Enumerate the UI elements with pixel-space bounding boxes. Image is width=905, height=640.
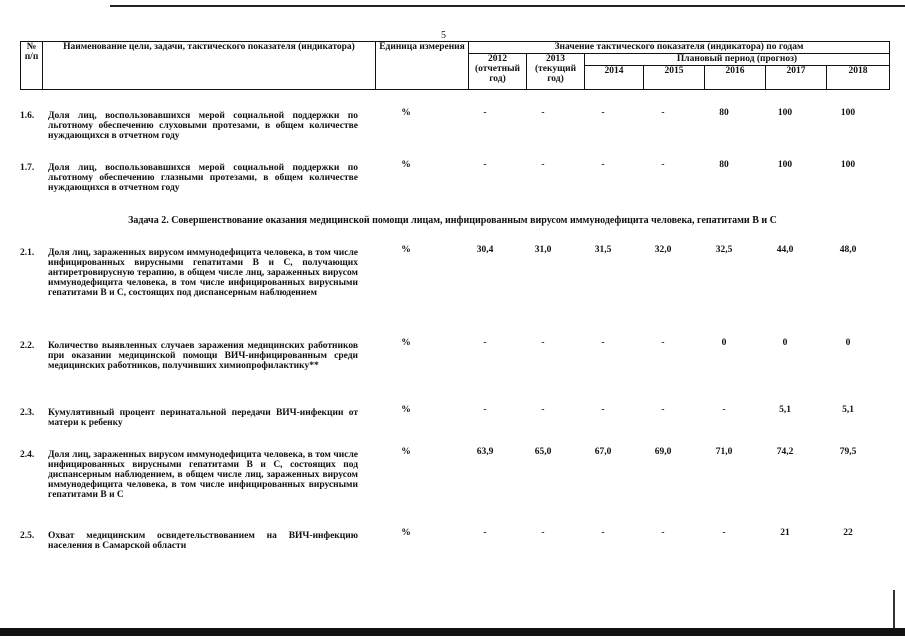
row-value: -: [541, 338, 545, 348]
row-number: 2.1.: [20, 248, 35, 258]
row-indicator-name: Кумулятивный процент перинатальной передачи ВИЧ-инфекции от матери к ребенку: [48, 408, 358, 428]
row-value: -: [483, 405, 487, 415]
row-value: 100: [840, 160, 856, 170]
row-value: 65,0: [534, 447, 552, 457]
row-value: -: [483, 338, 487, 348]
row-indicator-name: Доля лиц, зараженных вирусом иммунодефицита человека, в том числе инфицированных вирусными гепатитами В и С, состоящих под диспансерным наблюдением, в общем числе лиц, зараженных вирусом иммунодефицита человека, в том числе инфицированных вирусными гепатитами В и С: [48, 450, 358, 500]
row-value: 100: [777, 108, 793, 118]
header-year-2016: 2016: [705, 66, 766, 90]
row-value: 67,0: [594, 447, 612, 457]
row-value: -: [483, 160, 487, 170]
row-value: 0: [782, 338, 788, 348]
row-value: -: [601, 338, 605, 348]
row-value: 31,0: [534, 245, 552, 255]
row-unit: %: [401, 447, 411, 457]
row-value: -: [541, 405, 545, 415]
row-value: -: [483, 528, 487, 538]
row-value: -: [722, 405, 726, 415]
row-value: 100: [840, 108, 856, 118]
top-rule: [110, 5, 905, 7]
row-value: 31,5: [594, 245, 612, 255]
bottom-rule: [0, 628, 905, 636]
row-indicator-name: Количество выявленных случаев заражения медицинских работников при оказании медицинской помощи ВИЧ-инфицированным среди медицинских работников, получивших химиопрофилактику**: [48, 341, 358, 371]
row-value: 79,5: [839, 447, 857, 457]
row-unit: %: [401, 108, 411, 118]
row-indicator-name: Доля лиц, зараженных вирусом иммунодефицита человека, в том числе инфицированных вирусными гепатитами В и С, получающих антиретровирусную терапию, в общем числе лиц, зараженных вирусом иммунодефицита человека, в том числе инфицированных вирусными гепатитами В и С, состоящих под диспансерным наблюдением: [48, 248, 358, 298]
year-2012-note: (отчетный год): [474, 64, 521, 84]
row-number: 2.4.: [20, 450, 35, 460]
row-indicator-name: Доля лиц, воспользовавшихся мерой социальной поддержки по льготному обеспечению слуховыми протезами, в общем количестве нуждающихся в отчетном году: [48, 111, 358, 141]
row-number: 2.2.: [20, 341, 35, 351]
row-value: 80: [719, 160, 729, 170]
row-value: -: [541, 528, 545, 538]
row-indicator-name: Охват медицинским освидетельствованием на ВИЧ-инфекцию населения в Самарской области: [48, 531, 358, 551]
year-2013-note: (текущий год): [534, 64, 577, 84]
header-year-2015: 2015: [644, 66, 705, 90]
header-values: Значение тактического показателя (индикатора) по годам: [469, 42, 890, 54]
row-value: 69,0: [654, 447, 672, 457]
row-value: 80: [719, 108, 729, 118]
task2-heading: Задача 2. Совершенствование оказания медицинской помощи лицам, инфицированным вирусом иммунодефицита человека, гепатитами В и С: [128, 215, 777, 226]
header-year-2013: [527, 54, 585, 90]
table-header: [20, 41, 890, 90]
row-number: 2.5.: [20, 531, 35, 541]
right-edge-mark: [893, 590, 895, 628]
row-value: -: [661, 528, 665, 538]
header-num: № п/п: [21, 42, 43, 90]
row-value: -: [483, 108, 487, 118]
row-value: 30,4: [476, 245, 494, 255]
row-value: 48,0: [839, 245, 857, 255]
row-unit: %: [401, 405, 411, 415]
row-value: 32,0: [654, 245, 672, 255]
row-value: 5,1: [842, 405, 854, 415]
row-number: 1.7.: [20, 163, 35, 173]
header-year-2014: 2014: [585, 66, 644, 90]
row-value: -: [661, 160, 665, 170]
row-number: 2.3.: [20, 408, 35, 418]
row-value: -: [722, 528, 726, 538]
row-value: -: [601, 160, 605, 170]
row-value: -: [601, 108, 605, 118]
row-value: 63,9: [476, 447, 494, 457]
header-year-2018: 2018: [827, 66, 890, 90]
header-year-2017: 2017: [766, 66, 827, 90]
row-unit: %: [401, 528, 411, 538]
row-value: 21: [780, 528, 790, 538]
year-2012-label: 2012: [488, 54, 507, 64]
header-unit: Единица измерения: [376, 42, 469, 90]
row-value: 0: [721, 338, 727, 348]
row-value: -: [661, 405, 665, 415]
row-value: -: [541, 108, 545, 118]
row-value: -: [601, 528, 605, 538]
row-value: 74,2: [776, 447, 794, 457]
header-planned: Плановый период (прогноз): [585, 54, 890, 66]
row-value: -: [541, 160, 545, 170]
header-name: Наименование цели, задачи, тактического показателя (индикатора): [43, 42, 376, 90]
page-number: 5: [441, 30, 446, 41]
row-value: -: [661, 108, 665, 118]
header-year-2012: [469, 54, 527, 90]
row-unit: %: [401, 245, 411, 255]
row-value: 22: [843, 528, 853, 538]
row-unit: %: [401, 160, 411, 170]
row-indicator-name: Доля лиц, воспользовавшихся мерой социальной поддержки по льготному обеспечению глазными протезами, в общем количестве нуждающихся в отчетном году: [48, 163, 358, 193]
row-value: -: [661, 338, 665, 348]
year-2013-label: 2013: [546, 54, 565, 64]
row-unit: %: [401, 338, 411, 348]
row-value: 71,0: [715, 447, 733, 457]
row-value: 0: [845, 338, 851, 348]
row-value: -: [601, 405, 605, 415]
row-number: 1.6.: [20, 111, 35, 121]
row-value: 5,1: [779, 405, 791, 415]
row-value: 44,0: [776, 245, 794, 255]
row-value: 100: [777, 160, 793, 170]
row-value: 32,5: [715, 245, 733, 255]
